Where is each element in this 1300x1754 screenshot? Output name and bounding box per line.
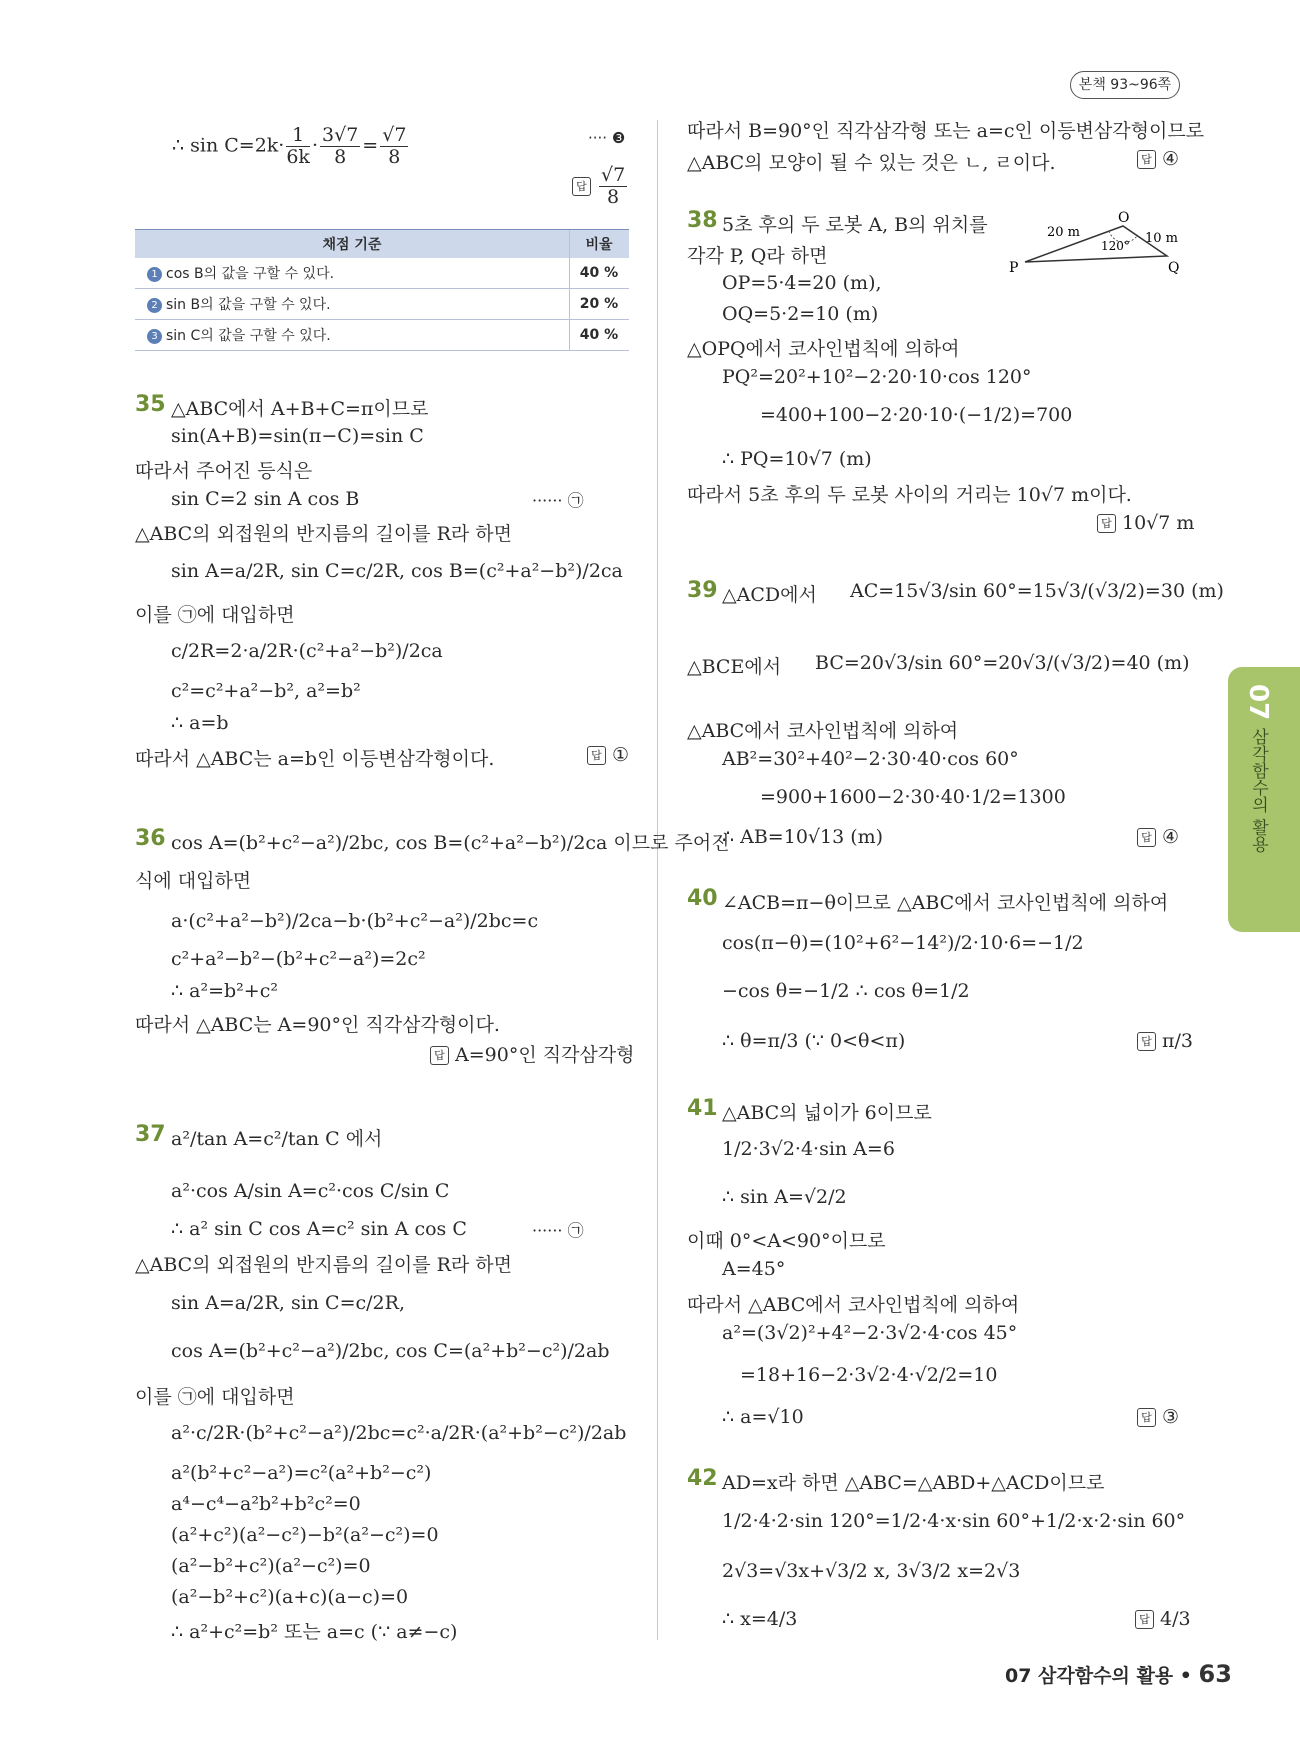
p34-sin-c-line: ∴ sin C=2k· $\frac{1}{6k}$ · $\frac{3√7}{8}$ = $\frac{√7}{8}$	[172, 124, 407, 168]
chapter-tab-title: 삼각함수의 활용	[1248, 728, 1268, 853]
angle-label: 120°	[1101, 239, 1130, 253]
p41-line: 따라서 △ABC에서 코사인법칙에 의하여	[687, 1294, 1020, 1316]
p40-line: ∠ACB=π−θ이므로 △ABC에서 코사인법칙에 의하여	[722, 892, 1169, 914]
p41-line: 1/2·3√2·4·sin A=6	[722, 1138, 895, 1160]
p39-line: △ACD에서	[722, 584, 817, 606]
p35-line: 이를 ㉠에 대입하면	[135, 604, 295, 626]
p37-answer: 답 ④	[1137, 148, 1179, 170]
p37-line: a²(b²+c²−a²)=c²(a²+b²−c²)	[171, 1462, 432, 1484]
p37-line: sin A=a/2R, sin C=c/2R,	[171, 1292, 405, 1314]
point-q-label: Q	[1168, 260, 1180, 276]
p35-line: ∴ a=b	[171, 712, 229, 734]
p41-line: a²=(3√2)²+4²−2·3√2·4·cos 45°	[722, 1322, 1018, 1344]
p38-line: OQ=5·2=10 (m)	[722, 303, 879, 325]
problem-38-number: 38	[687, 208, 718, 233]
p42-line: 1/2·4·2·sin 120°=1/2·4·x·sin 60°+1/2·x·2·sin 60°	[722, 1510, 1186, 1532]
p36-line: ∴ a²=b²+c²	[171, 980, 278, 1002]
p42-line: 2√3=√3x+√3/2 x, 3√3/2 x=2√3	[722, 1560, 1021, 1582]
p36-line: c²+a²−b²−(b²+c²−a²)=2c²	[171, 948, 426, 970]
p38-line: OP=5·4=20 (m),	[722, 272, 882, 294]
point-o-label: O	[1118, 210, 1130, 226]
p35-line: 따라서 주어진 등식은	[135, 460, 313, 482]
column-divider	[657, 120, 658, 1640]
p39-line: BC=20√3/sin 60°=20√3/(√3/2)=40 (m)	[815, 652, 1190, 674]
point-p-label: P	[1009, 260, 1019, 276]
answer-icon: 답	[572, 177, 591, 196]
p37-line: a²·c/2R·(b²+c²−a²)/2bc=c²·a/2R·(a²+b²−c²)/2ab	[171, 1422, 627, 1444]
problem-42-number: 42	[687, 1466, 718, 1491]
p38-line: 5초 후의 두 로봇 A, B의 위치를	[722, 214, 988, 236]
p41-line: =18+16−2·3√2·4·√2/2=10	[740, 1364, 998, 1386]
p38-answer: 답 10√7 m	[1097, 512, 1194, 534]
p35-line: △ABC에서 A+B+C=π이므로	[171, 398, 429, 420]
p36-line: a·(c²+a²−b²)/2ca−b·(b²+c²−a²)/2bc=c	[171, 910, 539, 932]
p36-line: 식에 대입하면	[135, 870, 252, 892]
op-length-label: 20 m	[1047, 225, 1081, 240]
problem-37-number: 37	[135, 1122, 166, 1147]
p37-line: (a²+c²)(a²−c²)−b²(a²−c²)=0	[171, 1524, 439, 1546]
p41-line: ∴ a=√10	[722, 1406, 804, 1428]
p42-answer: 답 4/3	[1135, 1608, 1191, 1630]
p39-line: ∴ AB=10√13 (m)	[722, 826, 884, 848]
p35-line: sin C=2 sin A cos B	[171, 488, 360, 510]
p40-answer: 답 π/3	[1137, 1030, 1193, 1052]
p38-line: ∴ PQ=10√7 (m)	[722, 448, 872, 470]
problem-39-number: 39	[687, 578, 718, 603]
p37-line: 이를 ㉠에 대입하면	[135, 1386, 295, 1408]
p35-line: sin(A+B)=sin(π−C)=sin C	[171, 425, 424, 447]
p37-line: a²·cos A/sin A=c²·cos C/sin C	[171, 1180, 450, 1202]
p35-line: △ABC의 외접원의 반지름의 길이를 R라 하면	[135, 523, 512, 545]
p38-line: 따라서 5초 후의 두 로봇 사이의 거리는 10√7 m이다.	[687, 484, 1132, 506]
p41-answer: 답 ③	[1137, 1406, 1179, 1428]
p35-line: 따라서 △ABC는 a=b인 이등변삼각형이다.	[135, 748, 495, 770]
p41-line: △ABC의 넓이가 6이므로	[722, 1102, 932, 1124]
p39-line: AC=15√3/sin 60°=15√3/(√3/2)=30 (m)	[850, 580, 1224, 602]
chapter-tab-number: 07	[1243, 684, 1273, 721]
p39-answer: 답 ④	[1137, 826, 1179, 848]
p37-line: cos A=(b²+c²−a²)/2bc, cos C=(a²+b²−c²)/2ab	[171, 1340, 610, 1362]
scoring-table: 채점 기준 비율 1 cos B의 값을 구할 수 있다. 40 % 2 sin B의 값을 구할 수 있다. 20 % 3 sin C의 값을 구할 수 있다. 40 %	[135, 229, 629, 351]
p35-marker: ······ ㉠	[532, 491, 584, 510]
p40-line: ∴ θ=π/3 (∵ 0<θ<π)	[722, 1030, 906, 1052]
p37-line: ∴ a²+c²=b² 또는 a=c (∵ a≠−c)	[171, 1621, 458, 1643]
p40-line: cos(π−θ)=(10²+6²−14²)/2·10·6=−1/2	[722, 932, 1084, 954]
p37-line: a⁴−c⁴−a²b²+b²c²=0	[171, 1493, 361, 1515]
p39-line: =900+1600−2·30·40·1/2=1300	[760, 786, 1066, 808]
oq-length-label: 10 m	[1145, 231, 1179, 246]
p37-conclusion: △ABC의 모양이 될 수 있는 것은 ㄴ, ㄹ이다.	[687, 152, 1056, 174]
p39-line: △ABC에서 코사인법칙에 의하여	[687, 720, 959, 742]
p39-line: AB²=30²+40²−2·30·40·cos 60°	[722, 748, 1019, 770]
p38-line: △OPQ에서 코사인법칙에 의하여	[687, 338, 960, 360]
p37-line: △ABC의 외접원의 반지름의 길이를 R라 하면	[135, 1254, 512, 1276]
p37-line: ∴ a² sin C cos A=c² sin A cos C	[171, 1218, 467, 1240]
p35-answer: 답 ①	[587, 744, 629, 766]
problem-35-number: 35	[135, 392, 166, 417]
p36-line: cos A=(b²+c²−a²)/2bc, cos B=(c²+a²−b²)/2ca 이므로 주어진	[171, 832, 730, 854]
problem-41-number: 41	[687, 1096, 718, 1121]
problem-40-number: 40	[687, 886, 718, 911]
p38-line: PQ²=20²+10²−2·20·10·cos 120°	[722, 366, 1032, 388]
problem-36-number: 36	[135, 826, 166, 851]
p38-line: 각각 P, Q라 하면	[687, 245, 828, 267]
p41-line: A=45°	[722, 1258, 786, 1280]
p42-line: AD=x라 하면 △ABC=△ABD+△ACD이므로	[722, 1472, 1105, 1494]
p35-line: c²=c²+a²−b², a²=b²	[171, 680, 361, 702]
p39-line: △BCE에서	[687, 656, 782, 678]
p41-line: 이때 0°<A<90°이므로	[687, 1230, 886, 1252]
p37-line: (a²−b²+c²)(a²−c²)=0	[171, 1555, 371, 1577]
p34-answer: 답 $\frac{√7}{8}$	[572, 165, 629, 208]
p38-line: =400+100−2·20·10·(−1/2)=700	[760, 404, 1073, 426]
footer-chapter: 07 삼각함수의 활용 •	[1005, 1665, 1192, 1687]
p41-line: ∴ sin A=√2/2	[722, 1186, 847, 1208]
step-marker: ···· ❸	[588, 129, 626, 147]
page-number: 63	[1198, 1660, 1232, 1688]
p37-line: (a²−b²+c²)(a+c)(a−c)=0	[171, 1586, 409, 1608]
p37-marker: ······ ㉠	[532, 1221, 584, 1240]
p40-line: −cos θ=−1/2 ∴ cos θ=1/2	[722, 980, 970, 1002]
p36-line: 따라서 △ABC는 A=90°인 직각삼각형이다.	[135, 1014, 500, 1036]
robot-triangle-diagram	[1005, 206, 1180, 276]
p37-conclusion: 따라서 B=90°인 직각삼각형 또는 a=c인 이등변삼각형이므로	[687, 120, 1205, 142]
p37-line: a²/tan A=c²/tan C 에서	[171, 1128, 383, 1150]
page-range-badge: 본책 93~96쪽	[1070, 71, 1180, 99]
p35-line: c/2R=2·a/2R·(c²+a²−b²)/2ca	[171, 640, 443, 662]
p42-line: ∴ x=4/3	[722, 1608, 798, 1630]
p35-line: sin A=a/2R, sin C=c/2R, cos B=(c²+a²−b²)/2ca	[171, 560, 623, 582]
p36-answer: 답 A=90°인 직각삼각형	[430, 1040, 634, 1067]
page-footer	[1005, 1660, 1232, 1688]
